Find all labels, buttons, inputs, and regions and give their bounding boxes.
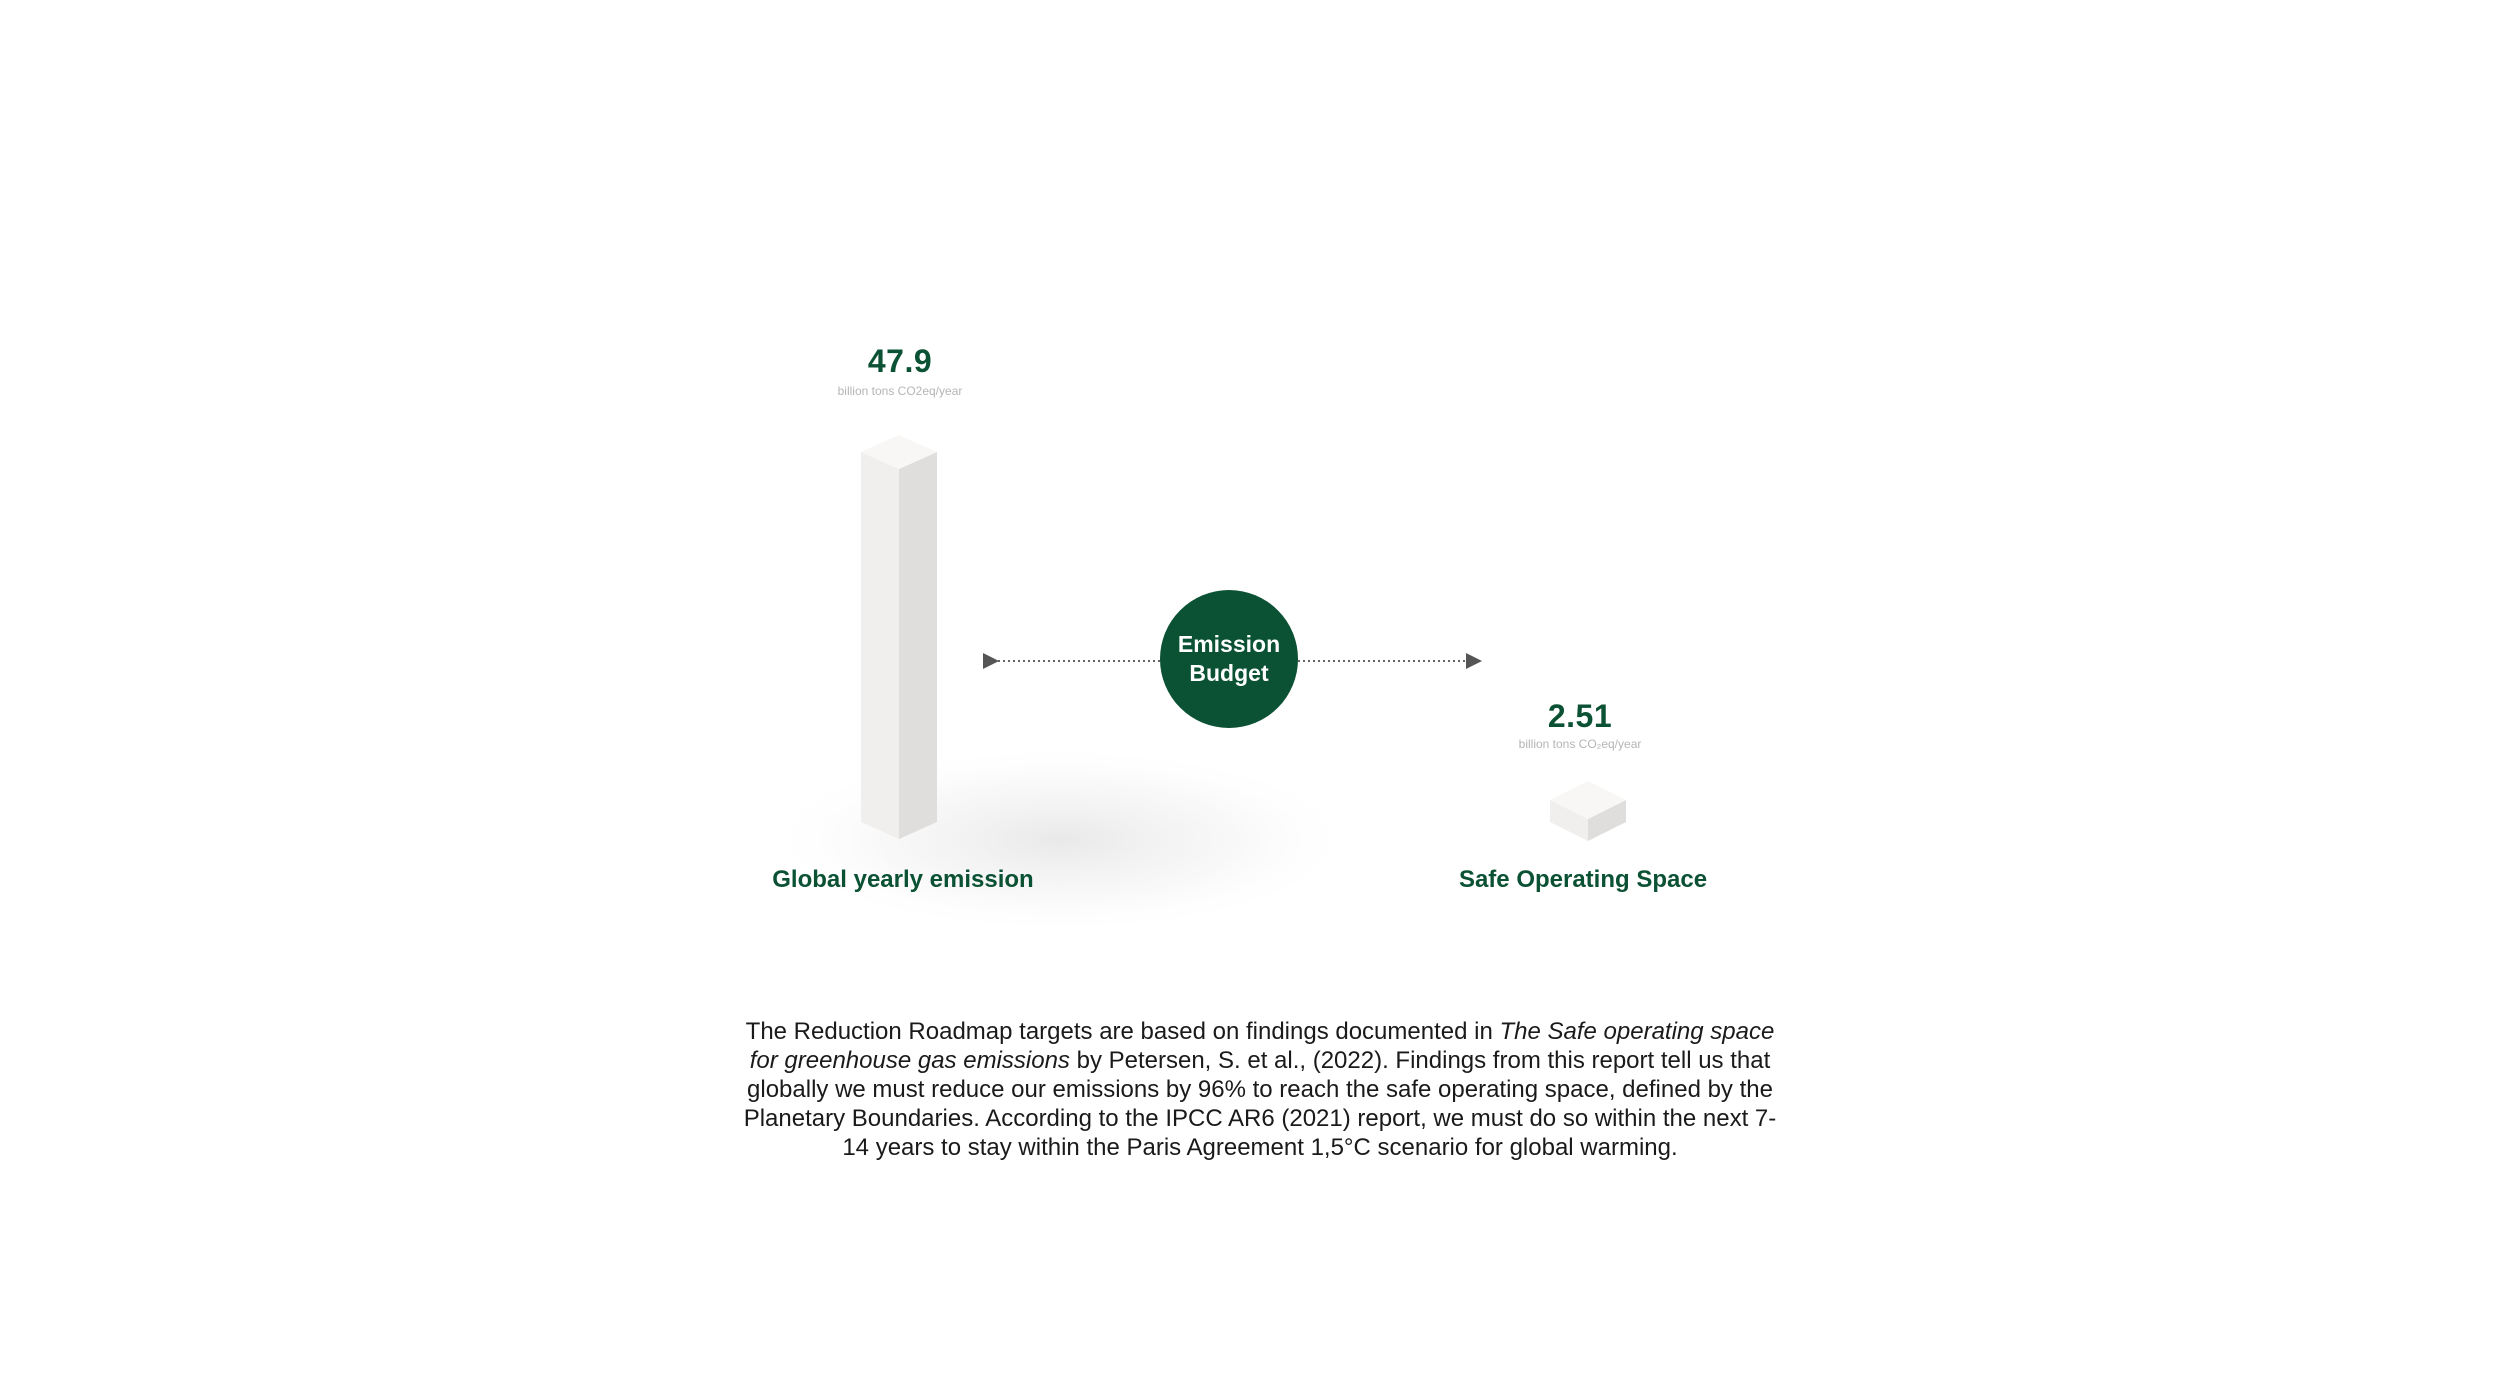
bar-face-right (899, 452, 937, 839)
category-label-global: Global yearly emission (772, 866, 1034, 893)
emission-budget-badge (1160, 590, 1298, 728)
bar-global-yearly-emission (861, 435, 937, 839)
budget-line-1: Emission (1177, 631, 1281, 657)
description-text-1: The Reduction Roadmap targets are based on findings documented in (745, 1018, 1500, 1045)
value-label-safe: 2.51 (1547, 698, 1613, 734)
description-text-2: by Petersen, S. et al., (2022). Findings from this report tell us that globally we must reduce our emissions by 96% to reach the safe operating space, defined by the Planetary Boundaries. According to the IPCC AR6 (2021) report, we must do so within the next 7-14 years to stay within the Paris Agreement 1,5°C scenario for global warming. (743, 1047, 1777, 1161)
bar-shadow (760, 745, 1360, 935)
value-label-global: 47.9 (867, 343, 933, 379)
unit-label-global: billion tons CO2eq/year (837, 384, 963, 398)
bar-safe-operating-space (1550, 781, 1626, 841)
budget-line-2: Budget (1189, 660, 1269, 686)
description-paragraph (740, 1017, 1780, 1162)
unit-label-safe: billion tons CO₂eq/year (1518, 737, 1642, 751)
category-label-safe: Safe Operating Space (1458, 866, 1708, 893)
description-report-title: The Safe operating space for greenhouse gas emissions (749, 1018, 1775, 1074)
bar-face-left (861, 452, 899, 839)
